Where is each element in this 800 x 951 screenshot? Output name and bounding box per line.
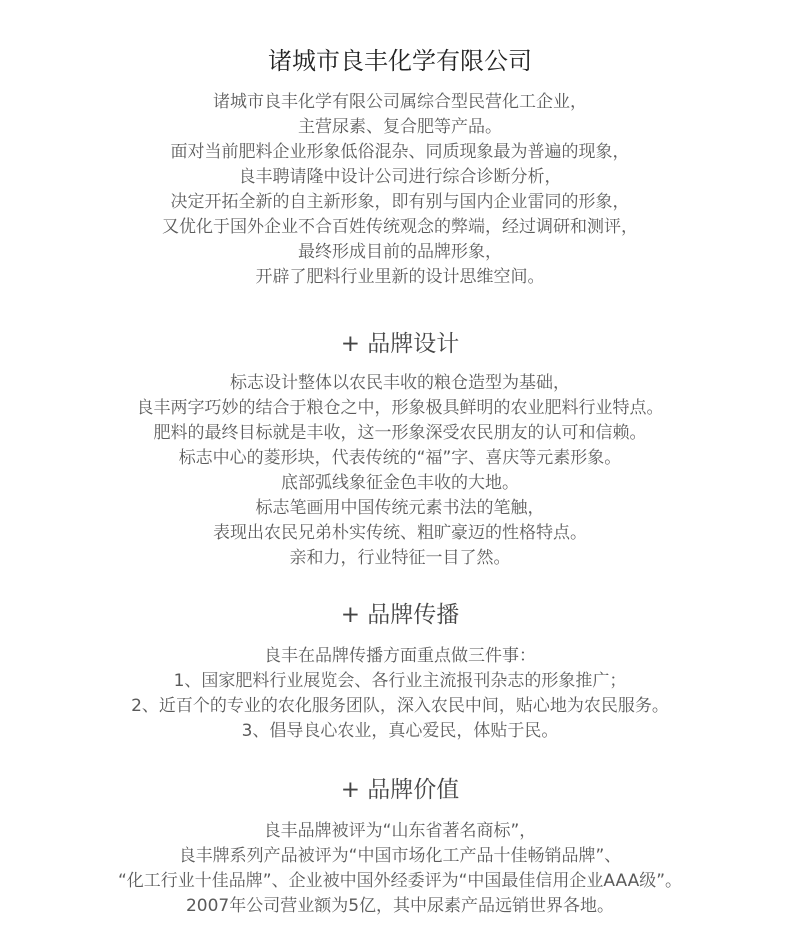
intro-line: 良丰聘请隆中设计公司进行综合诊断分析， bbox=[238, 167, 562, 187]
page-title: 诸城市良丰化学有限公司 bbox=[268, 47, 532, 75]
brand-design-line: 肥料的最终目标就是丰收，这一形象深受农民朋友的认可和信赖。 bbox=[153, 423, 647, 443]
intro-line: 诸城市良丰化学有限公司属综合型民营化工企业， bbox=[213, 92, 587, 112]
brand-promotion-line: 良丰在品牌传播方面重点做三件事： bbox=[264, 646, 536, 666]
brand-design-paragraph bbox=[0, 371, 800, 571]
brand-design-line: 底部弧线象征金色丰收的大地。 bbox=[281, 473, 519, 493]
intro-line: 最终形成目前的品牌形象， bbox=[298, 242, 502, 262]
intro-line: 又优化于国外企业不合百姓传统观念的弊端，经过调研和测评， bbox=[162, 217, 638, 237]
brand-value-line: 良丰品牌被评为“山东省著名商标”， bbox=[263, 821, 537, 841]
brand-design-line: 标志中心的菱形块，代表传统的“福”字、喜庆等元素形象。 bbox=[178, 448, 622, 468]
intro-paragraph bbox=[0, 90, 800, 290]
section-heading-brand-design: + 品牌设计 bbox=[340, 331, 460, 357]
brand-design-line: 良丰两字巧妙的结合于粮仓之中，形象极具鲜明的农业肥料行业特点。 bbox=[136, 398, 664, 418]
brand-value-line: 2007年公司营业额为5亿，其中尿素产品远销世界各地。 bbox=[185, 896, 615, 916]
brand-value-line: 良丰牌系列产品被评为“中国市场化工产品十佳畅销品牌”、 bbox=[178, 846, 622, 866]
brand-value-line: “化工行业十佳品牌”、企业被中国外经委评为“中国最佳信用企业AAA级”。 bbox=[117, 871, 683, 891]
section-heading-brand-promotion: + 品牌传播 bbox=[340, 602, 460, 628]
brand-promotion-paragraph bbox=[0, 644, 800, 744]
brand-promotion-line: 2、近百个的专业的农化服务团队，深入农民中间，贴心地为农民服务。 bbox=[131, 696, 669, 716]
brand-design-line: 表现出农民兄弟朴实传统、粗旷豪迈的性格特点。 bbox=[213, 523, 587, 543]
brand-design-line: 亲和力，行业特征一目了然。 bbox=[289, 548, 511, 568]
intro-line: 决定开拓全新的自主新形象，即有别与国内企业雷同的形象， bbox=[170, 192, 630, 212]
intro-line: 开辟了肥料行业里新的设计思维空间。 bbox=[255, 267, 545, 287]
brand-promotion-line: 3、倡导良心农业，真心爱民，体贴于民。 bbox=[241, 721, 559, 741]
intro-line: 面对当前肥料企业形象低俗混杂、同质现象最为普遍的现象， bbox=[170, 142, 630, 162]
intro-line: 主营尿素、复合肥等产品。 bbox=[298, 117, 502, 137]
brand-design-line: 标志笔画用中国传统元素书法的笔触， bbox=[255, 498, 545, 518]
brand-value-paragraph bbox=[0, 819, 800, 919]
brand-promotion-line: 1、国家肥料行业展览会、各行业主流报刊杂志的形象推广； bbox=[173, 671, 627, 691]
section-heading-brand-value: + 品牌价值 bbox=[340, 777, 460, 803]
brand-design-line: 标志设计整体以农民丰收的粮仓造型为基础， bbox=[230, 373, 570, 393]
